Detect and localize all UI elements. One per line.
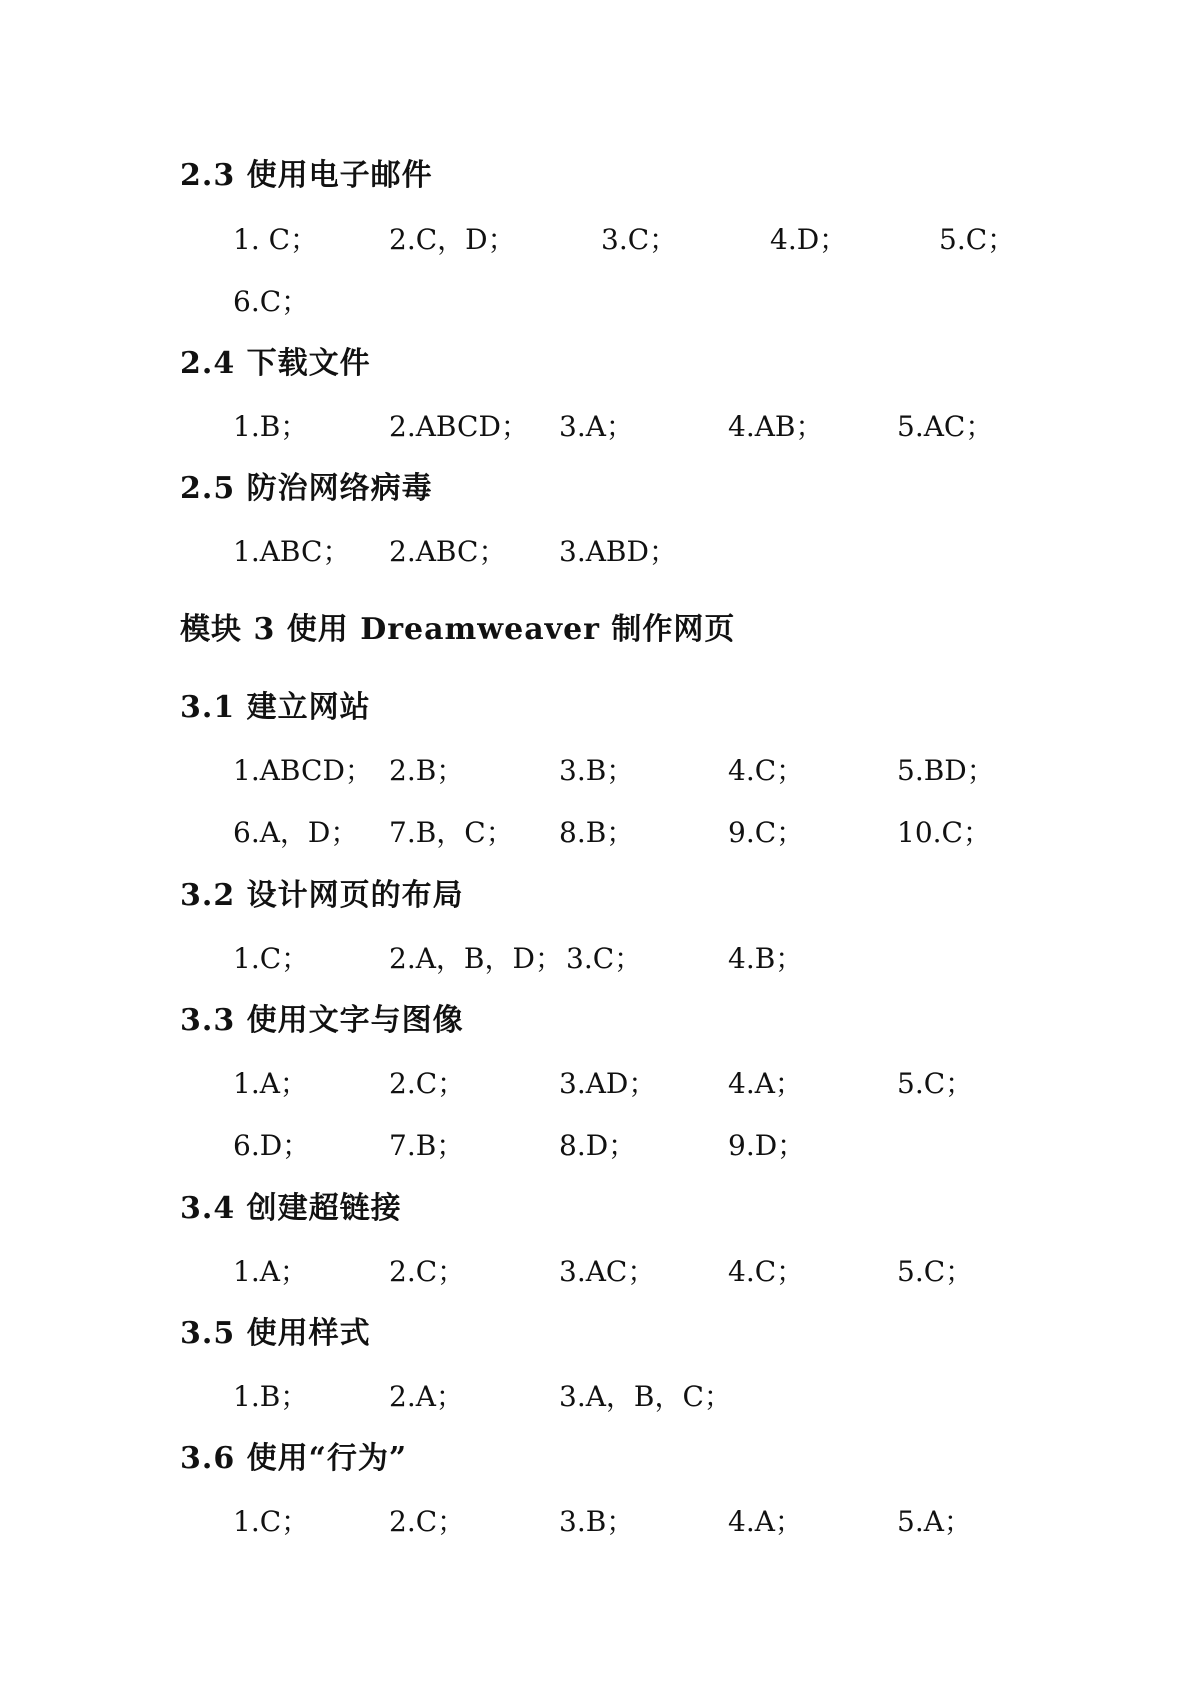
answer-item: 4.D； [770,223,848,256]
answer-item: 4.B； [728,942,804,975]
answer-item: 3.C； [601,223,678,256]
answer-item: 3.A； [559,410,634,443]
answer-item: 2.C，D； [389,223,516,256]
answer-item: 4.C； [728,1255,805,1288]
answer-item: 1.A； [233,1255,308,1288]
answer-item: 3.AD； [559,1067,657,1100]
answer-item: 1.ABC； [233,535,351,568]
answer-item: 5.C； [897,1255,974,1288]
answer-item: 6.C； [233,285,310,318]
answer-item: 9.D； [728,1129,806,1162]
answer-row [0,1379,1191,1415]
section-title: 2.5 防治网络病毒 [180,471,433,506]
section-title: 3.6 使用“行为” [180,1441,408,1476]
answer-item: 3.C； [566,942,643,975]
answer-row [0,284,1191,320]
answer-row [0,815,1191,851]
answer-item: 8.B； [559,816,635,849]
answer-row [0,1254,1191,1290]
section-title: 3.3 使用文字与图像 [180,1003,464,1038]
answer-item: 9.C； [728,816,805,849]
answer-item: 2.A，B，D； [389,942,563,975]
section-title: 3.5 使用样式 [180,1316,371,1351]
answer-row [0,222,1191,258]
answer-item: 1.A； [233,1067,308,1100]
answer-item: 5.C； [897,1067,974,1100]
answer-item: 2.C； [389,1505,466,1538]
answer-item: 2.C； [389,1067,466,1100]
answer-item: 4.AB； [728,410,824,443]
answer-item: 3.B； [559,1505,635,1538]
section-title: 3.4 创建超链接 [180,1191,402,1226]
answer-item: 7.B； [389,1129,465,1162]
answer-item: 5.C； [939,223,1016,256]
answer-row [0,753,1191,789]
answer-item: 2.ABC； [389,535,507,568]
answer-item: 4.A； [728,1505,803,1538]
answer-row [0,1128,1191,1164]
answer-row [0,941,1191,977]
module-title: 模块 3 使用 Dreamweaver 制作网页 [180,612,736,647]
answer-item: 5.BD； [897,754,995,787]
answer-item: 5.A； [897,1505,972,1538]
answer-item: 3.A，B，C； [559,1380,732,1413]
answer-item: 1.B； [233,1380,309,1413]
answer-item: 8.D； [559,1129,637,1162]
answer-item: 1.B； [233,410,309,443]
answer-item: 1.ABCD； [233,754,373,787]
answer-item: 3.AC； [559,1255,656,1288]
answer-item: 4.A； [728,1067,803,1100]
answer-item: 7.B，C； [389,816,514,849]
answer-item: 3.B； [559,754,635,787]
section-title: 2.3 使用电子邮件 [180,158,433,193]
answer-item: 2.C； [389,1255,466,1288]
answer-item: 3.ABD； [559,535,677,568]
answer-item: 1. C； [233,223,319,256]
answer-item: 6.D； [233,1129,311,1162]
answer-item: 10.C； [897,816,991,849]
answer-row [0,1066,1191,1102]
answer-row [0,1504,1191,1540]
answer-item: 6.A，D； [233,816,359,849]
answer-item: 2.A； [389,1380,464,1413]
answer-item: 5.AC； [897,410,994,443]
section-title: 3.1 建立网站 [180,690,371,725]
section-title: 2.4 下载文件 [180,346,371,381]
answer-item: 2.B； [389,754,465,787]
answer-item: 2.ABCD； [389,410,529,443]
section-title: 3.2 设计网页的布局 [180,878,464,913]
answer-row [0,534,1191,570]
answer-item: 4.C； [728,754,805,787]
answer-item: 1.C； [233,942,310,975]
answer-item: 1.C； [233,1505,310,1538]
answer-row [0,409,1191,445]
